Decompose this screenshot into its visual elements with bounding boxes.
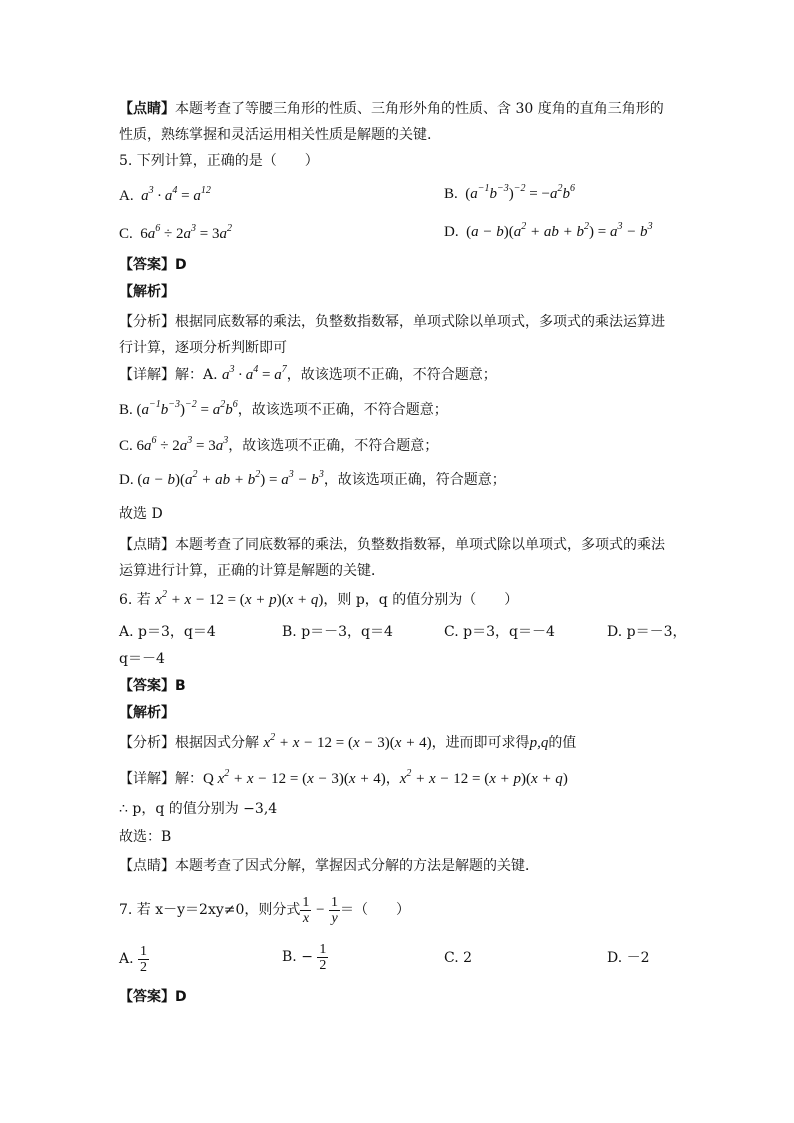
q7-option-a: A. $\frac{1}{2}$ — [119, 943, 148, 975]
q5-detail-d: D. $(a - b)(a^2$ + ab + $b^2) = a^3 - b^3$，故该选项正确，符合题意； — [119, 469, 506, 488]
question-6: 6. 若 $x^2 + x - 12 = (x + p)(x + q)$，则 p，q 的值分别为（ ） — [119, 589, 519, 608]
q7-option-c: C. 2 — [444, 950, 473, 966]
q6-answer: 【答案】B — [119, 678, 186, 694]
q5-choice: 故选 D — [119, 506, 163, 522]
q6-choice: 故选：B — [119, 829, 172, 845]
q5-pointer-note: 【点睛】本题考查了同底数幂的乘法，负整数指数幂，单项式除以单项式，多项式的乘法运算进行计算，正确的计算是解题的关键． — [119, 537, 665, 579]
q6-option-a: A. p＝3，q＝4 — [119, 624, 216, 640]
q6-conclusion: ∴ p，q 的值分别为 −3,4 — [119, 801, 278, 817]
q5-detail-c: C. $6a^6 \div 2a^3 = 3a^3$，故该选项不正确，不符合题意； — [119, 435, 439, 454]
q7-answer: 【答案】D — [119, 989, 187, 1005]
q7-option-b: B. − $\frac{1}{2}$ — [282, 941, 327, 973]
q6-option-c: C. p＝3，q＝－4 — [444, 624, 555, 640]
q6-analysis: 【分析】根据因式分解 $x^2 + x - 12 = (x - 3)(x + 4)$，进而即可求得p,q的值 — [119, 732, 577, 751]
q5-option-d: D. $(a - b)(a^2$ + ab + $b^2) = a^3 - b^3$ — [444, 221, 653, 240]
fraction-1-over-x: $\frac{1}{x}$ — [302, 894, 310, 926]
q5-analysis: 【分析】根据同底数幂的乘法，负整数指数幂，单项式除以单项式，多项式的乘法运算进行计算，逐项分析判断即可 — [119, 314, 665, 356]
q6-analysis-heading: 【解析】 — [119, 705, 175, 721]
q5-option-a: A. $a^3 \cdot a^4 = a^{12}$ — [119, 185, 211, 204]
q6-option-b: B. p＝－3，q＝4 — [282, 624, 393, 640]
q6-option-d: D. p＝－3， — [607, 624, 687, 640]
q5-detail-b: B. $(a^{-1}b^{-3})^{-2} = a^2b^6$，故该选项不正确，不符合题意； — [119, 399, 448, 418]
q5-detail-a: 【详解】解：A. $a^3 \cdot a^4 = a^7$，故该选项不正确，不符合题意； — [119, 364, 497, 383]
fraction-1-over-y: $\frac{1}{y}$ — [331, 894, 339, 926]
q5-option-b: B. $(a^{-1}b^{-3})^{-2} = -a^2b^6$ — [444, 183, 575, 202]
q6-option-d-cont: q＝－4 — [119, 651, 165, 667]
q5-answer: 【答案】D — [119, 257, 187, 273]
q6-detail: 【详解】解：Q $x^2 + x - 12 = (x - 3)(x + 4)$，$x^2 + x - 12 = (x + p)(x + q)$ — [119, 768, 568, 787]
question-5: 5. 下列计算，正确的是（ ） — [119, 153, 319, 169]
q5-analysis-heading: 【解析】 — [119, 284, 175, 300]
question-7: 7. 若 x－y＝2xy≠0，则分式 $\frac{1}{x}$ − $\frac{1}{y}$ ＝（ ） — [119, 894, 411, 926]
q5-option-c: C. $6a^6 \div 2a^3 = 3a^2$ — [119, 223, 232, 242]
q6-pointer-note: 【点睛】本题考查了因式分解，掌握因式分解的方法是解题的关键． — [119, 858, 539, 874]
pointer-note-q4: 【点睛】本题考查了等腰三角形的性质、三角形外角的性质、含 30 度角的直角三角形的性质，熟练掌握和灵活运用相关性质是解题的关键. — [119, 101, 664, 143]
q7-option-d: D. －2 — [607, 950, 650, 966]
